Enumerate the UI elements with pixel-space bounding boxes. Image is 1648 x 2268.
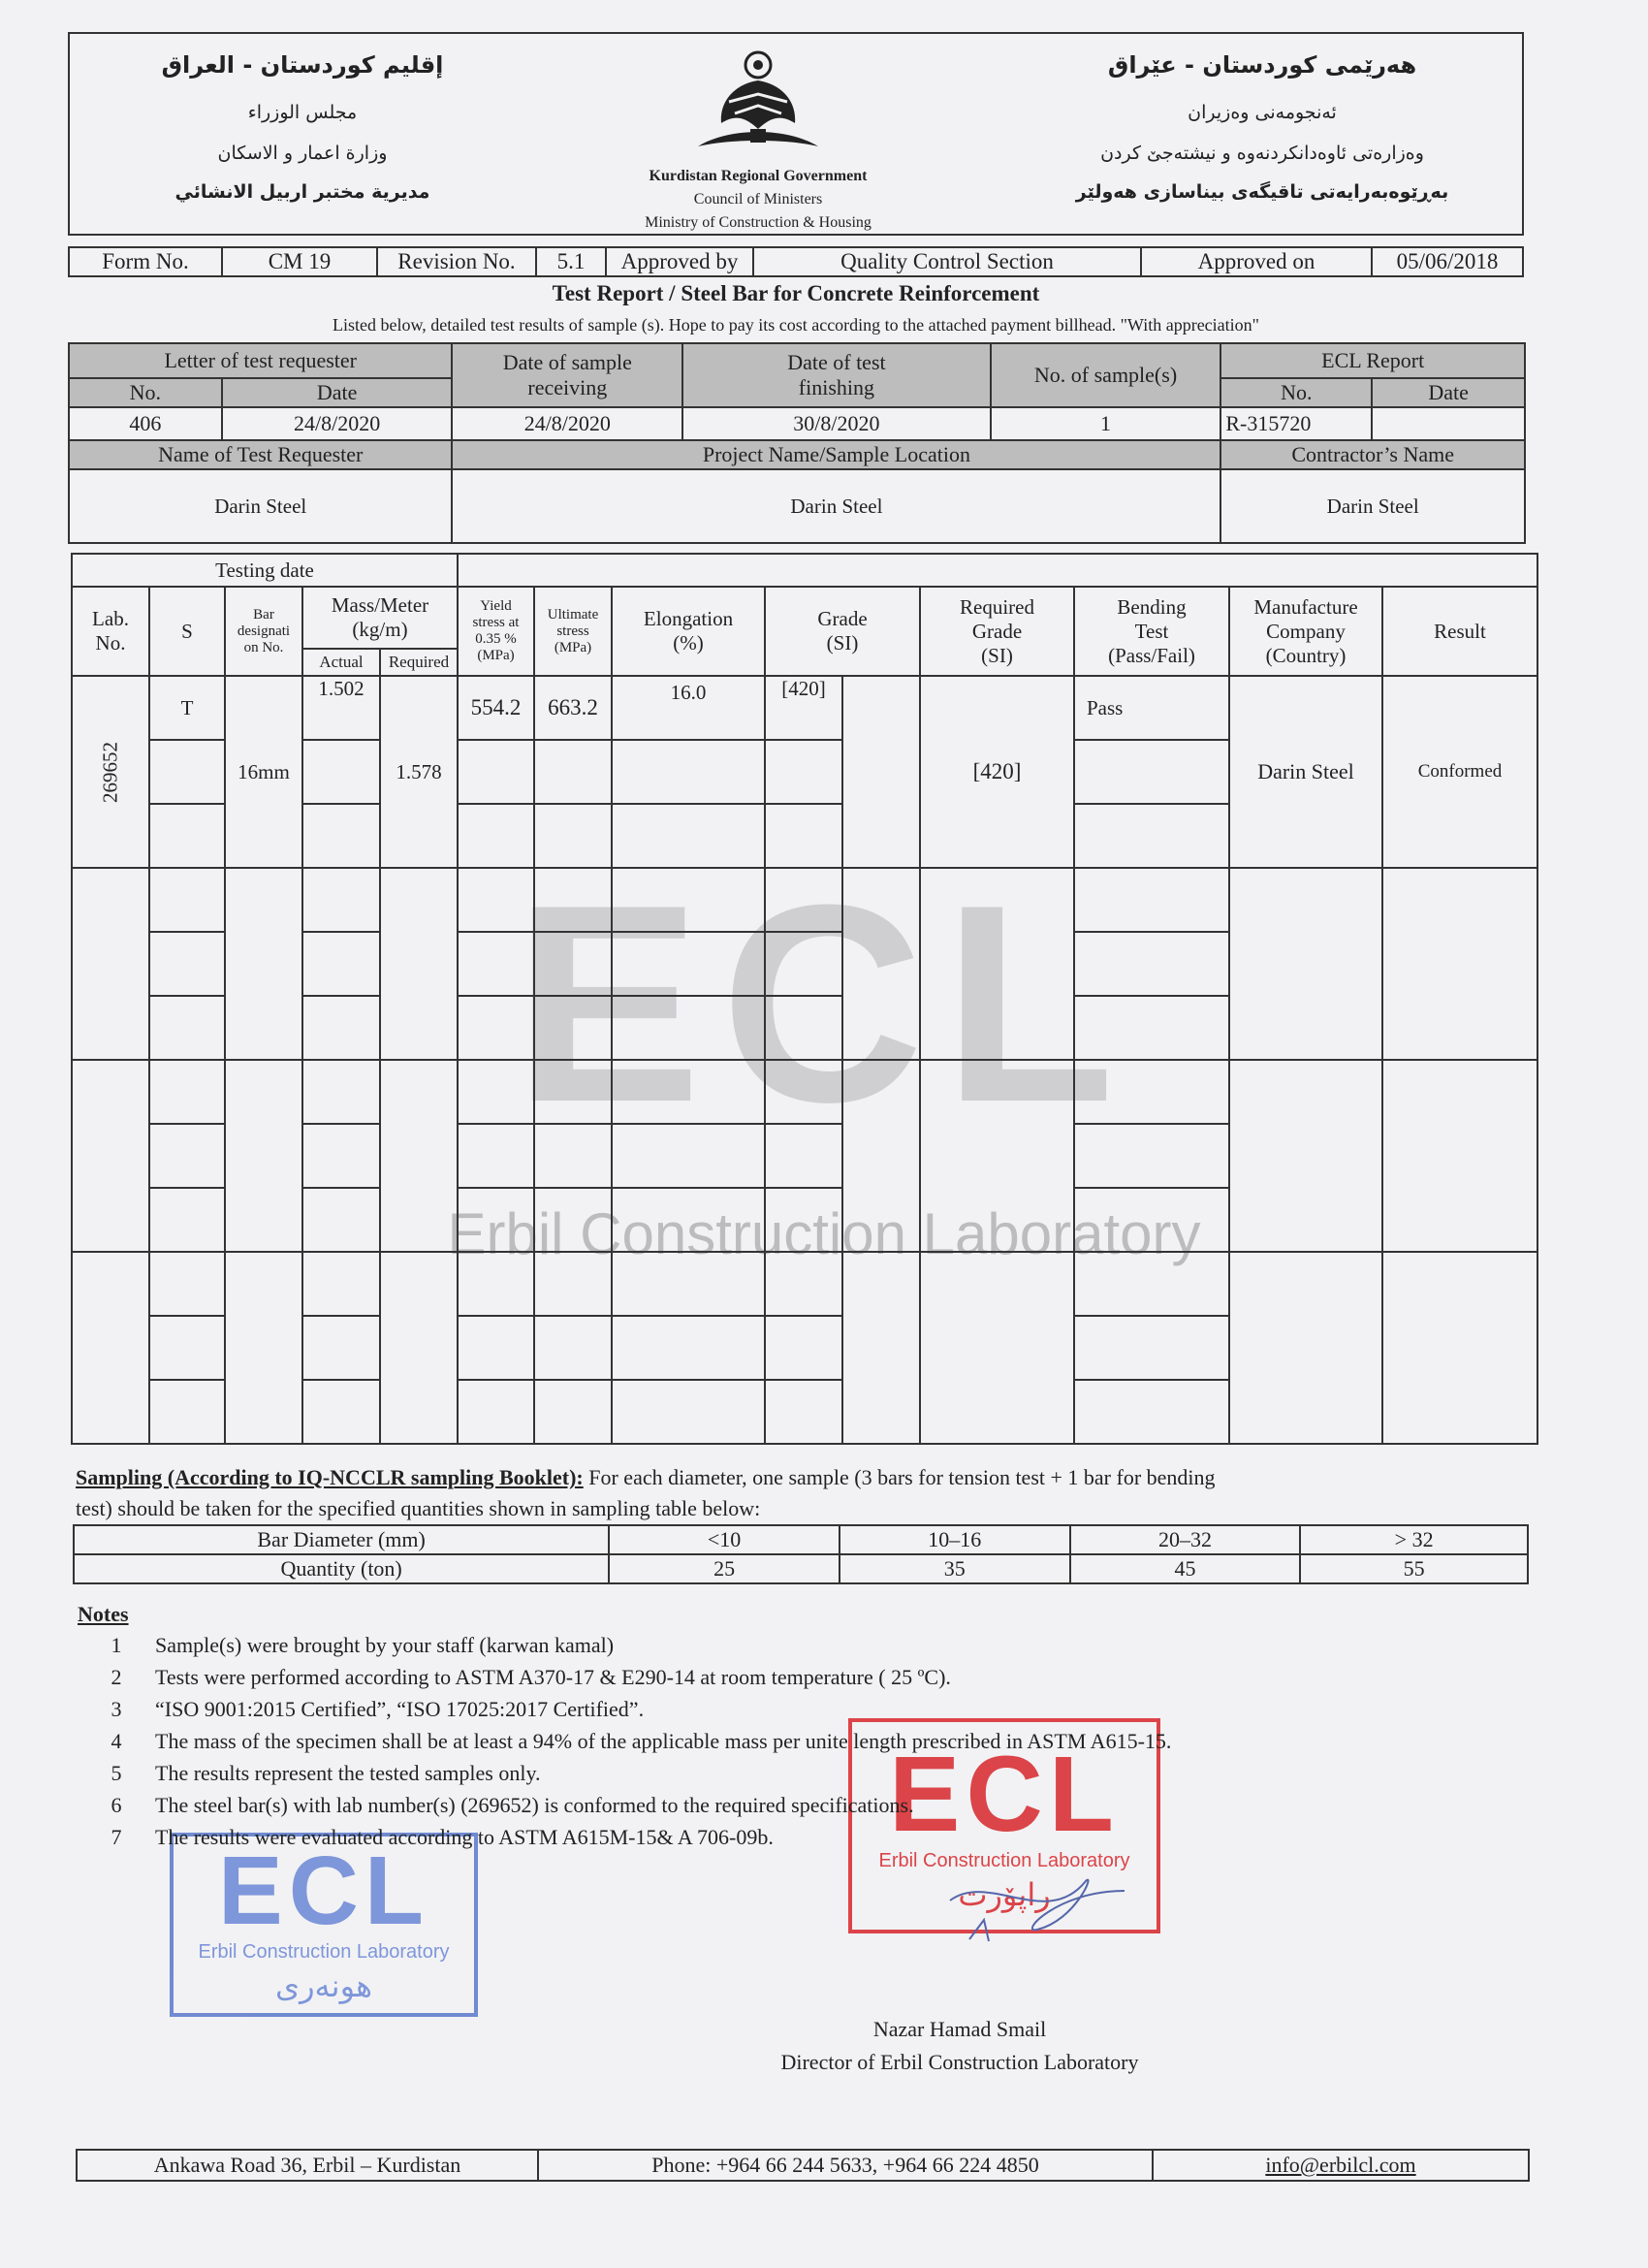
header-lab-no: Lab. No. <box>72 587 149 676</box>
results-table <box>71 553 1538 1445</box>
approved-by-label: Approved by <box>606 247 753 276</box>
letter-no-label: No. <box>69 378 222 407</box>
arabic-line-3: مديرية مختبر اربيل الانشائي <box>174 181 430 203</box>
red-stamp-logo: ECL <box>889 1735 1120 1854</box>
result-value: Conformed <box>1382 676 1537 868</box>
krg-emblem-icon <box>690 46 826 162</box>
note-item: 2 Tests were performed according to ASTM A370-17 & E290-14 at room temperature ( 25 ºC). <box>111 1665 951 1689</box>
sampling-text-1: For each diameter, one sample (3 bars for tension test + 1 bar for bending <box>588 1465 1216 1489</box>
header-actual: Actual <box>302 649 380 676</box>
note-item: 5 The results represent the tested samples only. <box>111 1761 541 1785</box>
header-mass: Mass/Meter (kg/m) <box>302 587 458 649</box>
bar-designation: 16mm <box>225 676 302 868</box>
header-ultimate: Ultimate stress (MPa) <box>534 587 612 676</box>
sampling-heading: Sampling (According to IQ-NCCLR sampling Booklet): <box>76 1465 584 1489</box>
red-stamp-text: Erbil Construction Laboratory <box>878 1850 1130 1871</box>
ecl-no: R-315720 <box>1220 407 1372 440</box>
kurdish-line-3: بەڕێوەبەرایەتی تاقیگەی بیناسازی هەولێر <box>1075 181 1449 203</box>
quantity-value: 25 <box>609 1554 840 1583</box>
elongation-value: 16.0 <box>612 676 765 740</box>
ecl-date-label: Date <box>1372 378 1525 407</box>
footer-email[interactable]: info@erbilcl.com <box>1153 2150 1529 2181</box>
note-item: 7 The results were evaluated according to ASTM A615M-15& A 706-09b. <box>111 1825 774 1849</box>
header-elongation: Elongation (%) <box>612 587 765 676</box>
letter-date-label: Date <box>222 378 453 407</box>
empty-row <box>72 868 1537 932</box>
footer-phone: Phone: +964 66 244 5633, +964 66 224 4850 <box>538 2150 1153 2181</box>
header-yield: Yield stress at 0.35 % (MPa) <box>458 587 534 676</box>
finishing-label: Date of test finishing <box>682 343 991 407</box>
yield-value: 554.2 <box>458 676 534 740</box>
approved-by-value: Quality Control Section <box>753 247 1141 276</box>
diameter-value: > 32 <box>1300 1525 1528 1554</box>
form-no-label: Form No. <box>69 247 222 276</box>
arabic-title: إقليم كوردستان - العراق <box>161 51 444 79</box>
red-stamp-kurdish: راپۆرت <box>958 1876 1051 1913</box>
testing-date-label: Testing date <box>72 554 458 587</box>
arabic-line-1: مجلس الوزراء <box>247 102 358 123</box>
quantity-value: 55 <box>1300 1554 1528 1583</box>
header-bar-designation: Bar designati on No. <box>225 587 302 676</box>
empty-row <box>72 1060 1537 1124</box>
notes-list <box>78 1633 1532 1857</box>
approved-on-label: Approved on <box>1141 247 1372 276</box>
lab-no: 269652 <box>98 741 122 803</box>
ecl-report-label: ECL Report <box>1220 343 1525 378</box>
blue-stamp-text: Erbil Construction Laboratory <box>198 1941 450 1963</box>
contractor-name: Darin Steel <box>1220 469 1525 543</box>
english-line-3: Ministry of Construction & Housing <box>645 214 872 231</box>
report-title: Test Report / Steel Bar for Concrete Reinforcement <box>552 281 1040 305</box>
contractor-label: Contractor’s Name <box>1220 440 1525 469</box>
diameter-label: Bar Diameter (mm) <box>74 1525 609 1554</box>
mass-actual: 1.502 <box>302 676 380 740</box>
lab-no-cell <box>72 676 149 868</box>
blue-stamp-kurdish: هونەری <box>275 1967 372 2004</box>
revision-label: Revision No. <box>377 247 536 276</box>
required-grade-value: [420] <box>920 676 1074 868</box>
note-item: 1 Sample(s) were brought by your staff (karwan kamal) <box>111 1633 615 1657</box>
project-label: Project Name/Sample Location <box>452 440 1220 469</box>
diameter-value: 10–16 <box>840 1525 1070 1554</box>
ecl-no-label: No. <box>1220 378 1372 407</box>
quantity-label: Quantity (ton) <box>74 1554 609 1583</box>
header-manufacturer: Manufacture Company (Country) <box>1229 587 1382 676</box>
quantity-value: 35 <box>840 1554 1070 1583</box>
empty-row <box>72 1252 1537 1316</box>
letter-label: Letter of test requester <box>69 343 452 378</box>
note-item: 6 The steel bar(s) with lab number(s) (269652) is conformed to the required specifications. <box>111 1793 914 1817</box>
notes-heading: Notes <box>78 1602 129 1626</box>
quantity-value: 45 <box>1070 1554 1301 1583</box>
requester-name: Darin Steel <box>69 469 452 543</box>
english-line-2: Council of Ministers <box>693 191 823 208</box>
footer-address: Ankawa Road 36, Erbil – Kurdistan <box>77 2150 538 2181</box>
header-bending: Bending Test (Pass/Fail) <box>1074 587 1229 676</box>
header-s: S <box>149 587 225 676</box>
note-item: 3 “ISO 9001:2015 Certified”, “ISO 17025:2017 Certified”. <box>111 1697 645 1721</box>
ultimate-value: 663.2 <box>534 676 612 740</box>
receiving-label: Date of sample receiving <box>452 343 682 407</box>
mass-required: 1.578 <box>380 676 458 868</box>
diameter-value: 20–32 <box>1070 1525 1301 1554</box>
blue-stamp <box>170 1833 478 2017</box>
footer-table <box>76 2149 1530 2182</box>
header-grade: Grade (SI) <box>765 587 920 676</box>
approved-on-value: 05/06/2018 <box>1372 247 1523 276</box>
request-table <box>68 342 1526 544</box>
receiving-date: 24/8/2020 <box>452 407 682 440</box>
diameter-value: <10 <box>609 1525 840 1554</box>
samples-label: No. of sample(s) <box>991 343 1221 407</box>
header-box <box>68 32 1524 236</box>
finishing-date: 30/8/2020 <box>682 407 991 440</box>
manufacturer-value: Darin Steel <box>1229 676 1382 868</box>
samples-count: 1 <box>991 407 1221 440</box>
watermark-text: Erbil Construction Laboratory <box>447 1201 1201 1266</box>
letter-no: 406 <box>69 407 222 440</box>
report-subtitle: Listed below, detailed test results of sample (s). Hope to pay its cost according to the attached payment billhead. "With appreciation" <box>332 315 1260 335</box>
watermark-logo: ECL <box>514 847 1134 1161</box>
revision-value: 5.1 <box>536 247 606 276</box>
kurdish-line-1: ئەنجومەنی وەزیران <box>1188 102 1337 123</box>
sampling-table <box>73 1524 1529 1584</box>
signature-scribble <box>931 1862 1144 1949</box>
header-required-grade: Required Grade (SI) <box>920 587 1074 676</box>
bending-value: Pass <box>1074 676 1229 740</box>
testing-date-value <box>458 554 1537 587</box>
form-info-table <box>68 246 1524 277</box>
s-value: T <box>149 676 225 740</box>
grade-value: [420] <box>765 676 842 740</box>
blue-stamp-logo: ECL <box>218 1837 429 1945</box>
letter-date: 24/8/2020 <box>222 407 453 440</box>
arabic-line-2: وزارة اعمار و الاسكان <box>217 143 388 164</box>
header-result: Result <box>1382 587 1537 676</box>
ecl-date <box>1372 407 1525 440</box>
header-required: Required <box>380 649 458 676</box>
signature-name: Nazar Hamad Smail <box>872 2017 1047 2041</box>
sampling-text <box>76 1462 1520 1524</box>
kurdish-line-2: وەزارەتی ئاوەدانکردنەوە و نیشتەجێ کردن <box>1100 143 1424 164</box>
sampling-text-2: test) should be taken for the specified quantities shown in sampling table below: <box>76 1496 761 1520</box>
english-line-1: Kurdistan Regional Government <box>649 168 868 184</box>
form-no-value: CM 19 <box>222 247 377 276</box>
note-item: 4 The mass of the specimen shall be at least a 94% of the applicable mass per unite length prescribed in ASTM A615-15. <box>111 1729 1172 1753</box>
requester-label: Name of Test Requester <box>69 440 452 469</box>
project-name: Darin Steel <box>452 469 1220 543</box>
kurdish-title: هەرێمی کوردستان - عێراق <box>1107 51 1417 79</box>
signature-title: Director of Erbil Construction Laboratory <box>780 2050 1139 2074</box>
